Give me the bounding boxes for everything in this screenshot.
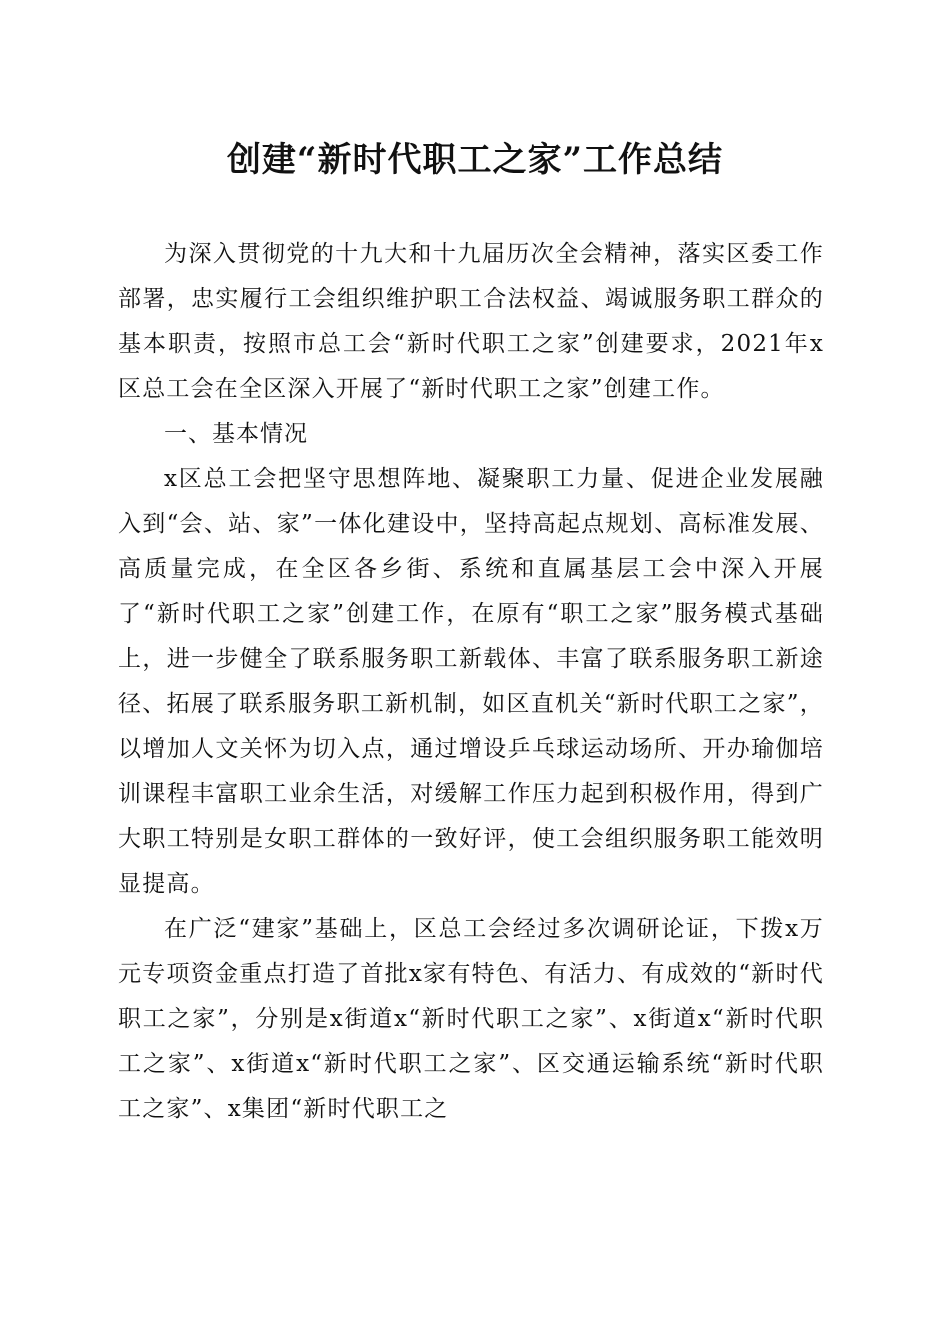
section-heading: 一、基本情况 [164, 421, 308, 447]
section-paragraph-2: 在广泛“建家”基础上，区总工会经过多次调研论证，下拨x万元专项资金重点打造了首批x家有特色、有活力、有成效的“新时代职工之家”，分别是x街道x“新时代职工之家”、x街道x“新时代职工之家”、x街道x“新时代职工之家”、区交通运输系统“新时代职工之家”、x集团“新时代职工之 [118, 916, 824, 1122]
intro-paragraph: 为深入贯彻党的十九大和十九届历次全会精神，落实区委工作部署，忠实履行工会组织维护职工合法权益、竭诚服务职工群众的基本职责，按照市总工会“新时代职工之家”创建要求，2021年x区总工会在全区深入开展了“新时代职工之家”创建工作。 [118, 241, 824, 402]
document-body [118, 232, 824, 1132]
section-paragraph-1: x区总工会把坚守思想阵地、凝聚职工力量、促进企业发展融入到“会、站、家”一体化建设中，坚持高起点规划、高标准发展、高质量完成，在全区各乡街、系统和直属基层工会中深入开展了“新时代职工之家”创建工作，在原有“职工之家”服务模式基础上，进一步健全了联系服务职工新载体、丰富了联系服务职工新途径、拓展了联系服务职工新机制，如区直机关“新时代职工之家”，以增加人文关怀为切入点，通过增设乒乓球运动场所、开办瑜伽培训课程丰富职工业余生活，对缓解工作压力起到积极作用，得到广大职工特别是女职工群体的一致好评，使工会组织服务职工能效明显提高。 [118, 466, 824, 897]
document-title: 创建“新时代职工之家”工作总结 [226, 140, 724, 180]
